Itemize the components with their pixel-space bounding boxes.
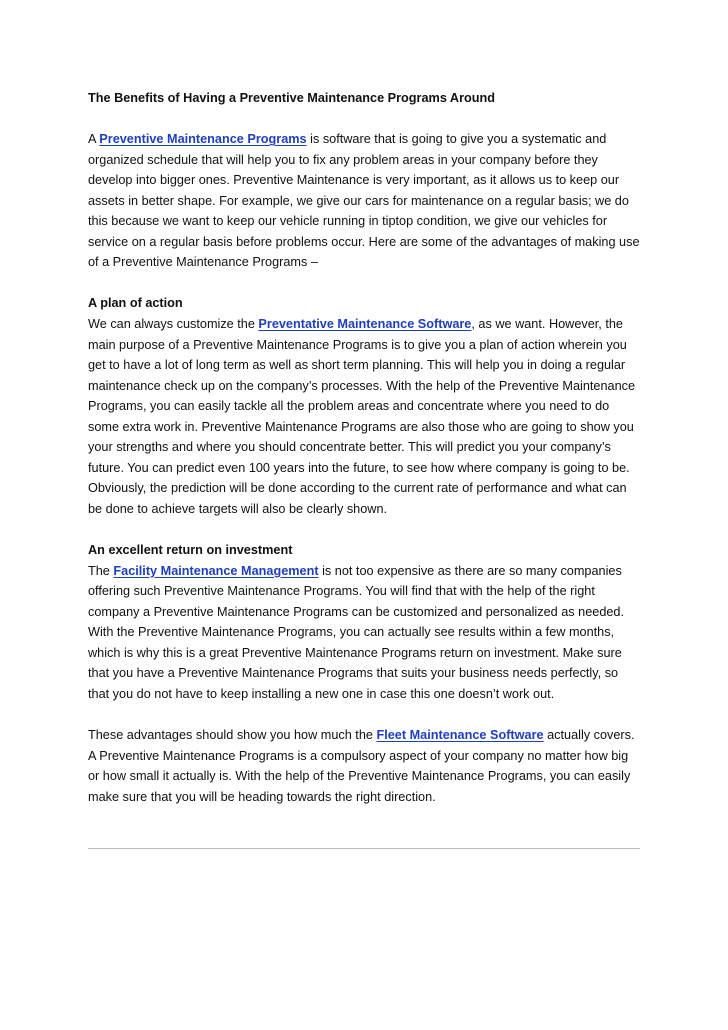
plan-text-rest: , as we want. However, the main purpose of a Preventive Maintenance Programs is to give you a plan of action wherein you get to have a lot of long term as well as short term planning. This will help you in doing a regular maintenance check up on the company’s processes. With the help of the Preventive Maintenance Programs, you can easily tackle all the problem areas and concentrate where you need to do some extra work in. Preventive Maintenance Programs are also those who are going to show you your strengths and where you should concentrate better. This will predict you your company’s future. You can predict even 100 years into the future, to see how where company is going to be. Obviously, the prediction will be done according to the current rate of performance and what can be done to achieve targets will also be clearly shown. <box>88 317 636 516</box>
document-body <box>88 88 640 807</box>
closing-text-rest: actually covers. A Preventive Maintenance Programs is a compulsory aspect of your company no matter how big or how small it actually is. With the help of the Preventive Maintenance Programs, you can easily make sure that you will be heading towards the right direction. <box>88 727 635 804</box>
spacer <box>88 273 640 294</box>
intro-text-start: A <box>88 132 100 147</box>
return-on-investment-paragraph <box>88 561 640 705</box>
spacer <box>88 109 640 130</box>
intro-text-rest: is software that is going to give you a systematic and organized schedule that will help you to fix any problem areas in your company before they develop into bigger ones. Preventive Maintenance is very important, as it allows us to keep our assets in better shape. For example, we give our cars for maintenance on a regular basis; we do this because we want to keep our vehicle running in tiptop condition, we give our vehicles for service on a regular basis before problems occur. Here are some of the advantages of making use of a Preventive Maintenance Programs – <box>88 132 640 270</box>
link-preventive-maintenance-programs[interactable]: Preventive Maintenance Programs <box>99 132 307 147</box>
bottom-divider <box>88 848 640 849</box>
closing-paragraph <box>88 725 640 807</box>
link-fleet-maintenance-software[interactable]: Fleet Maintenance Software <box>376 727 544 742</box>
closing-text-start: These advantages should show you how much the <box>88 727 377 742</box>
spacer <box>88 519 640 540</box>
roi-text-start: The <box>88 563 114 578</box>
link-preventative-maintenance-software[interactable]: Preventative Maintenance Software <box>258 317 472 332</box>
intro-paragraph <box>88 129 640 273</box>
plan-text-start: We can always customize the <box>88 317 259 332</box>
document-title: The Benefits of Having a Preventive Maintenance Programs Around <box>88 91 496 105</box>
link-facility-maintenance-management[interactable]: Facility Maintenance Management <box>113 563 319 578</box>
plan-of-action-paragraph <box>88 314 640 519</box>
section-heading-plan-of-action: A plan of action <box>88 296 183 311</box>
roi-text-rest: is not too expensive as there are so many companies offering such Preventive Maintenance Programs. You will find that with the help of the right company a Preventive Maintenance Programs can be customized and personalized as needed. With the Preventive Maintenance Programs, you can actually see results within a few months, which is why this is a great Preventive Maintenance Programs return on investment. Make sure that you have a Preventive Maintenance Programs that suits your business needs perfectly, so that you do not have to keep installing a new one in case this one doesn’t work out. <box>88 563 625 701</box>
section-heading-return-on-investment: An excellent return on investment <box>88 543 293 558</box>
spacer <box>88 704 640 725</box>
